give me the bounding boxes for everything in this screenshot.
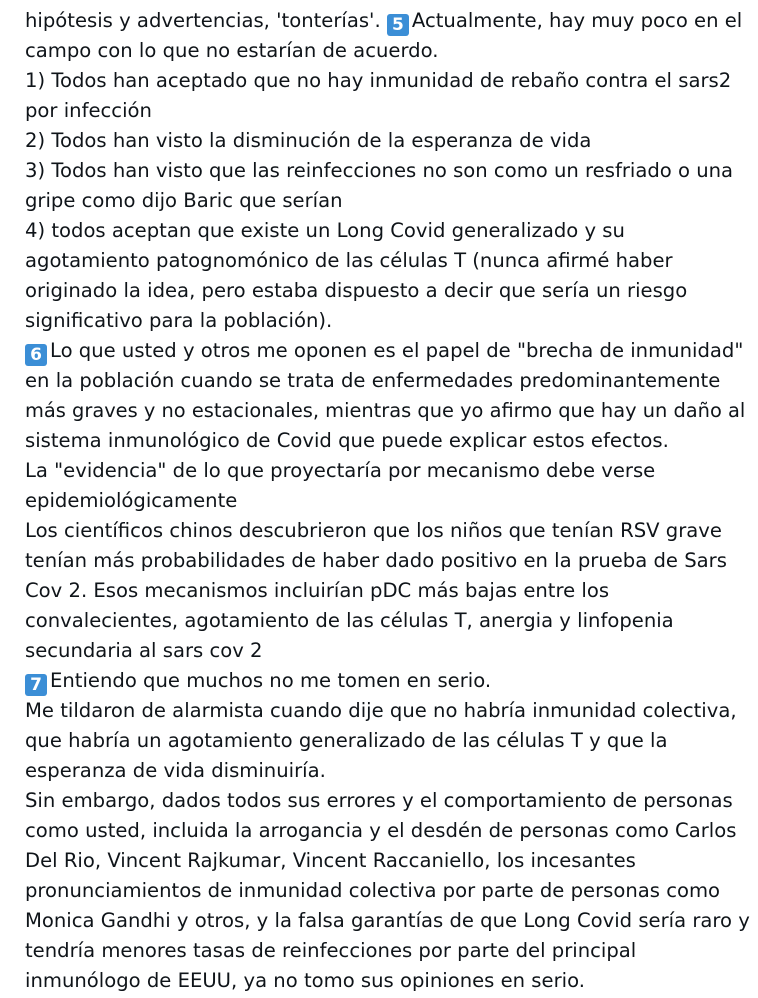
text-line: como usted, incluida la arrogancia y el desdén de personas como Carlos (25, 819, 737, 842)
text-line: Sin embargo, dados todos sus errores y el comportamiento de personas (25, 789, 733, 812)
keycap-number-icon: 5 (387, 14, 409, 36)
text-segment: Lo que usted y otros me oponen es el papel de "brecha de inmunidad" (50, 339, 744, 362)
text-line: tendría menores tasas de reinfecciones por parte del principal (25, 939, 637, 962)
text-line: 1) Todos han aceptado que no hay inmunidad de rebaño contra el sars2 (25, 69, 732, 92)
text-line: gripe como dijo Baric que serían (25, 189, 343, 212)
text-segment: Entiendo que muchos no me tomen en serio. (50, 669, 492, 692)
text-line: tenían más probabilidades de haber dado positivo en la prueba de Sars (25, 549, 727, 572)
text-line: secundaria al sars cov 2 (25, 639, 263, 662)
text-line: agotamiento patognomónico de las células T (nunca afirmé haber (25, 249, 673, 272)
text-line: La "evidencia" de lo que proyectaría por mecanismo debe verse (25, 459, 656, 482)
text-line: significativo para la población). (25, 309, 333, 332)
text-line: inmunólogo de EEUU, ya no tomo sus opiniones en serio. (25, 969, 585, 992)
text-line: epidemiológicamente (25, 489, 238, 512)
text-line: Monica Gandhi y otros, y la falsa garantías de que Long Covid sería raro y (25, 909, 750, 932)
text-line: por infección (25, 99, 152, 122)
text-line: Me tildaron de alarmista cuando dije que no habría inmunidad colectiva, (25, 699, 737, 722)
keycap-number-icon: 7 (25, 674, 47, 696)
text-line: 2) Todos han visto la disminución de la esperanza de vida (25, 129, 592, 152)
text-line (25, 336, 750, 366)
text-line: en la población cuando se trata de enfermedades predominantemente (25, 369, 721, 392)
text-line: Del Rio, Vincent Rajkumar, Vincent Raccaniello, los incesantes (25, 849, 636, 872)
text-line: 3) Todos han visto que las reinfecciones no son como un resfriado o una (25, 159, 734, 182)
text-line: pronunciamientos de inmunidad colectiva por parte de personas como (25, 879, 721, 902)
text-line (25, 666, 750, 696)
text-line: Los científicos chinos descubrieron que los niños que tenían RSV grave (25, 519, 722, 542)
text-segment: hipótesis y advertencias, 'tonterías'. (25, 9, 387, 32)
text-line: que habría un agotamiento generalizado de las células T y que la (25, 729, 668, 752)
text-line: convalecientes, agotamiento de las células T, anergia y linfopenia (25, 609, 674, 632)
text-line: esperanza de vida disminuiría. (25, 759, 326, 782)
text-line: sistema inmunológico de Covid que puede explicar estos efectos. (25, 429, 669, 452)
text-line: originado la idea, pero estaba dispuesto a decir que sería un riesgo (25, 279, 688, 302)
text-segment: Actualmente, hay muy poco en el (411, 9, 743, 32)
text-line: Cov 2. Esos mecanismos incluirían pDC más bajas entre los (25, 579, 610, 602)
keycap-number-icon: 6 (25, 344, 47, 366)
text-line: campo con lo que no estarían de acuerdo. (25, 39, 439, 62)
text-line (25, 6, 750, 36)
post-text (25, 6, 750, 996)
text-line: más graves y no estacionales, mientras que yo afirmo que hay un daño al (25, 399, 746, 422)
text-line: 4) todos aceptan que existe un Long Covid generalizado y su (25, 219, 625, 242)
